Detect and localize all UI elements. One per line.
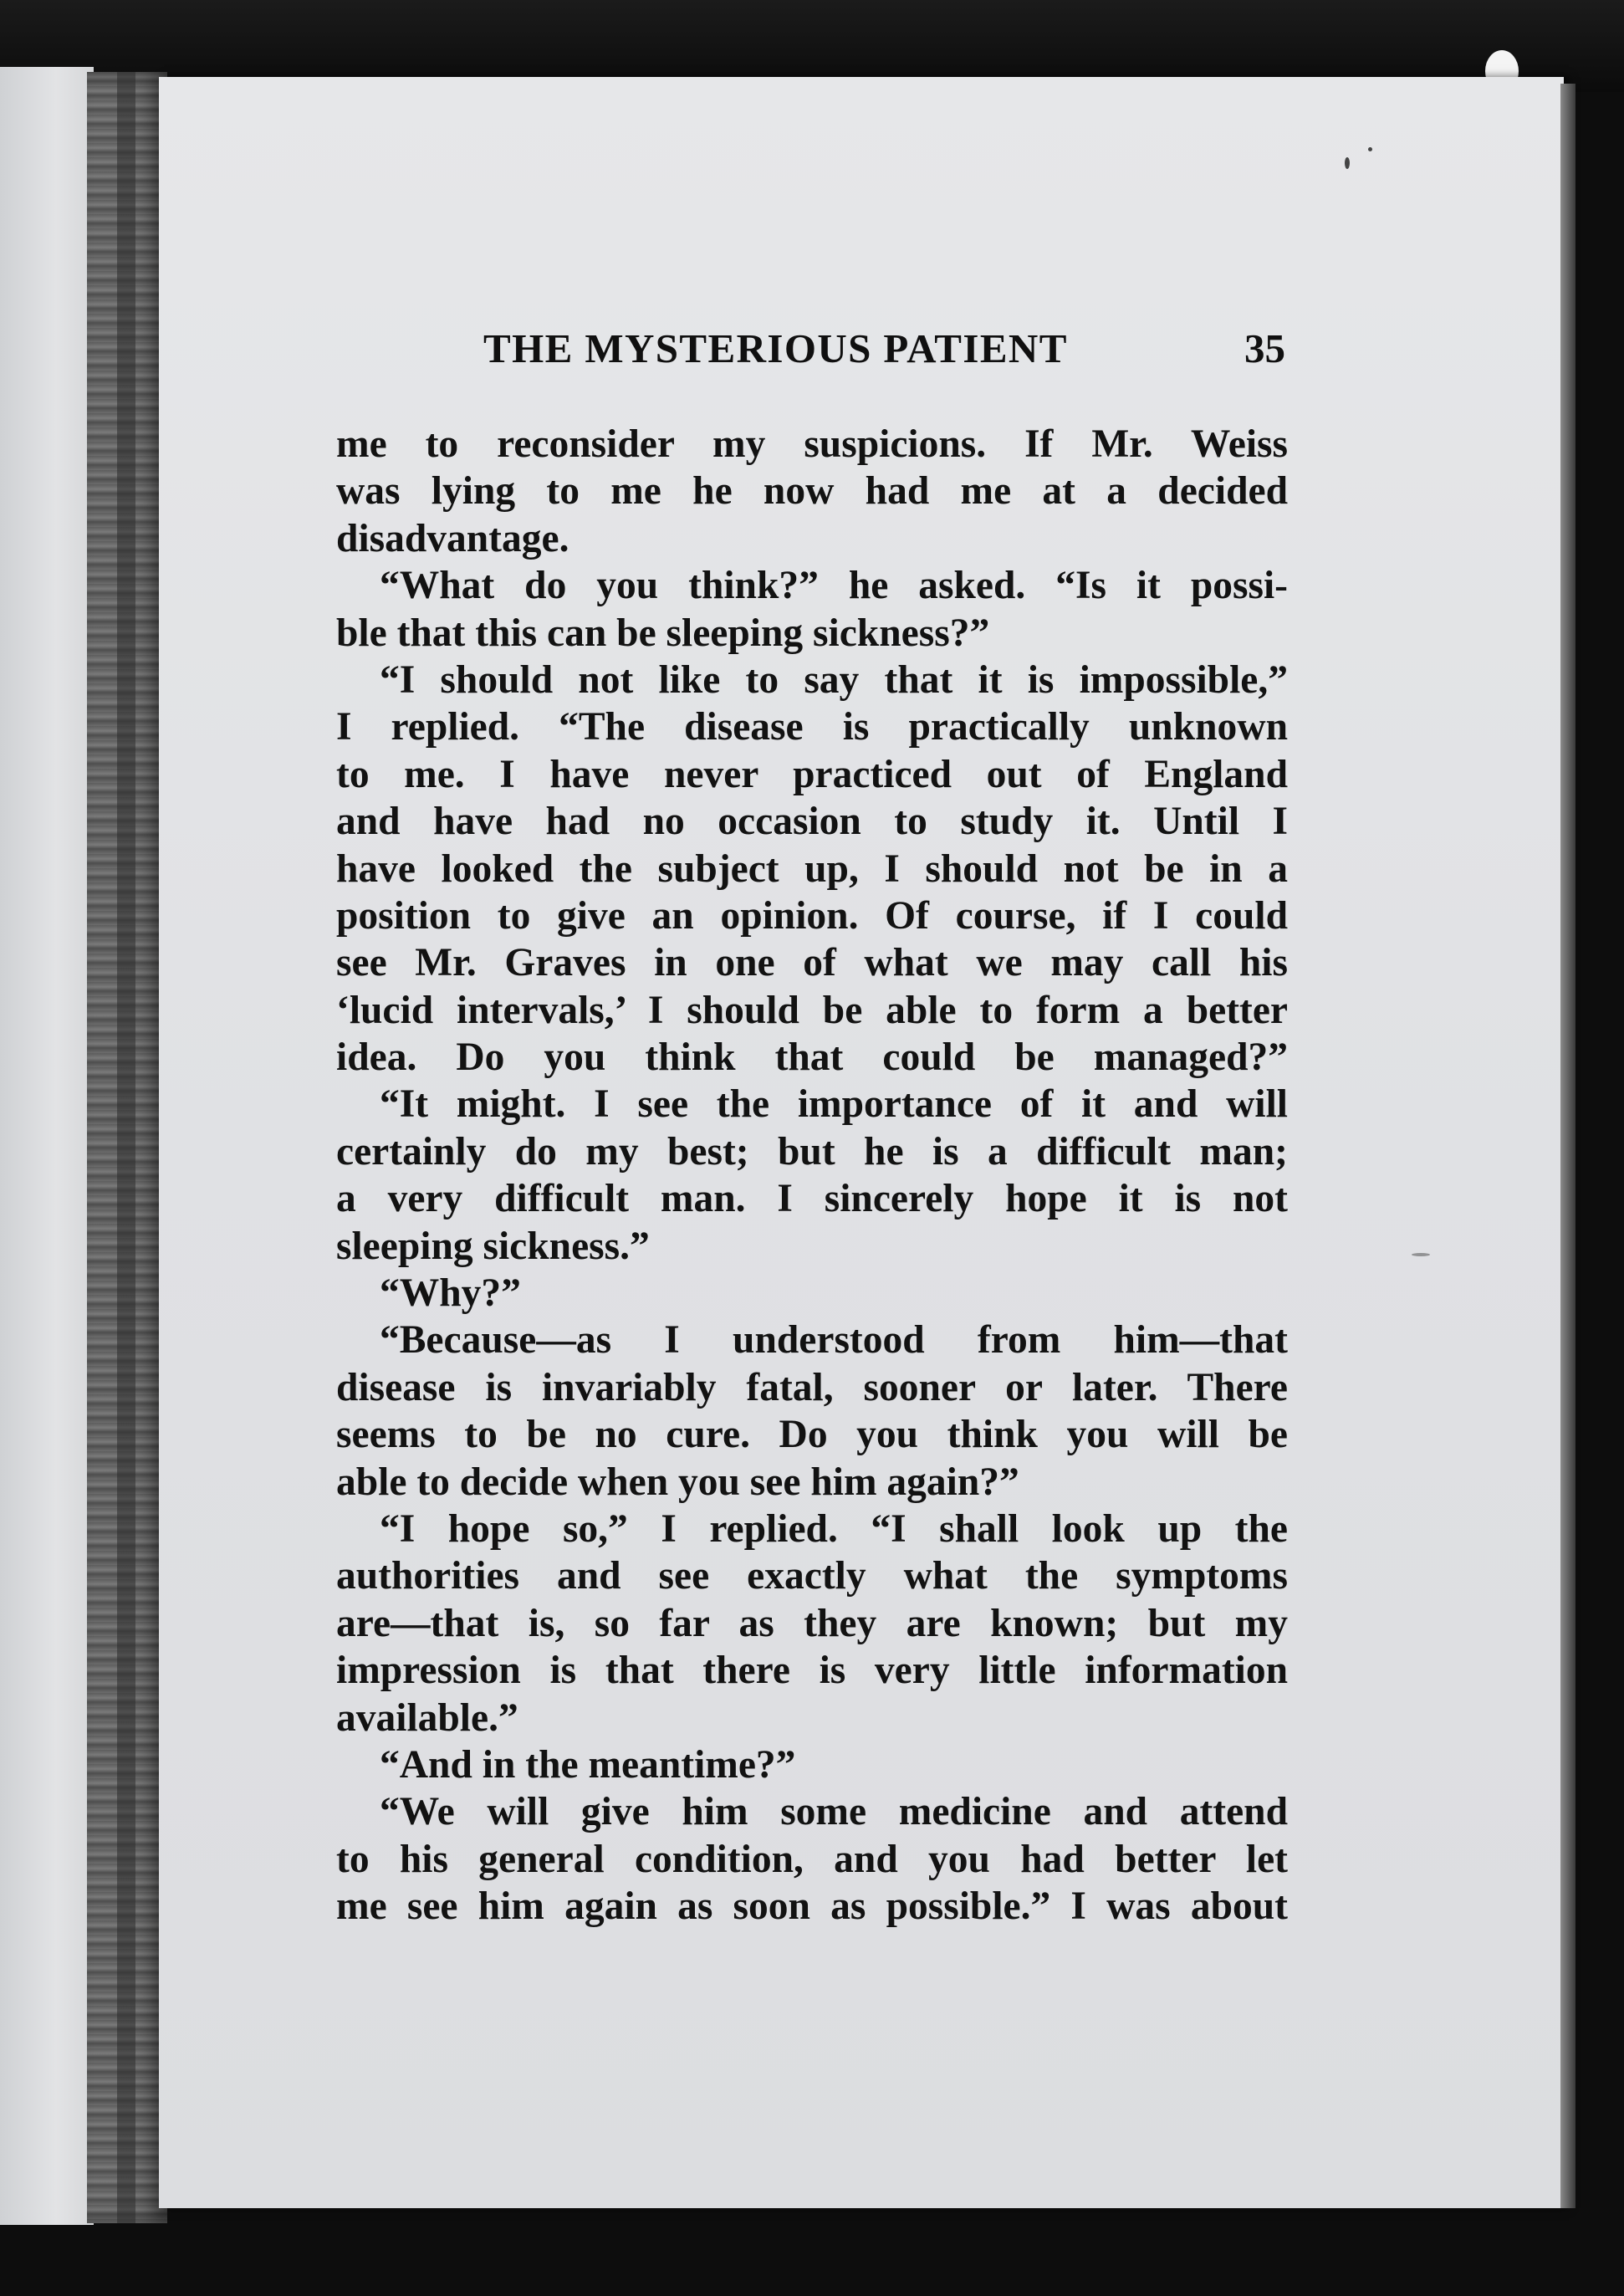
- text-line: disadvantage.: [336, 516, 569, 560]
- text-line: “Because—as I understood from him—that: [380, 1318, 1288, 1363]
- text-line: are—that is, so far as they are known; but my: [336, 1601, 1288, 1645]
- text-line: idea. Do you think that could be managed?”: [336, 1036, 1288, 1080]
- text-line: position to give an opinion. Of course, if I could: [336, 893, 1288, 938]
- text-line: was lying to me he now had me at a decided: [336, 469, 1288, 514]
- text-line: and have had no occasion to study it. Until I: [336, 800, 1288, 844]
- text-line: have looked the subject up, I should not be in a: [336, 846, 1288, 891]
- text-line: ‘lucid intervals,’ I should be able to form a better: [336, 988, 1288, 1032]
- text-line: “What do you think?” he asked. “Is it possi-: [380, 564, 1288, 608]
- page-edge-shadow: [1560, 84, 1575, 2208]
- text-line: “Why?”: [380, 1271, 521, 1316]
- text-line: to his general condition, and you had better let: [336, 1837, 1288, 1881]
- text-line: sleeping sickness.”: [336, 1224, 650, 1268]
- text-line: to me. I have never practiced out of England: [336, 752, 1288, 796]
- text-line: impression is that there is very little information: [336, 1649, 1288, 1693]
- text-line: see Mr. Graves in one of what we may call his: [336, 941, 1288, 985]
- facing-page-edge: [0, 67, 94, 2225]
- text-line: me see him again as soon as possible.” I was about: [336, 1884, 1288, 1929]
- text-line: “And in the meantime?”: [380, 1742, 796, 1787]
- text-line: available.”: [336, 1695, 518, 1740]
- text-line: able to decide when you see him again?”: [336, 1460, 1019, 1504]
- dust-speck: [1368, 147, 1372, 151]
- text-line: “I hope so,” I replied. “I shall look up the: [380, 1506, 1288, 1551]
- text-line: certainly do my best; but he is a difficult man;: [336, 1129, 1288, 1174]
- text-line: a very difficult man. I sincerely hope it is not: [336, 1177, 1288, 1221]
- text-line: “I should not like to say that it is impossible,”: [380, 657, 1288, 702]
- text-line: “It might. I see the importance of it and will: [380, 1082, 1288, 1127]
- page-number: 35: [1244, 325, 1285, 371]
- dust-speck: [1345, 157, 1350, 169]
- body-text: [336, 421, 1288, 1930]
- text-line: ble that this can be sleeping sickness?”: [336, 611, 990, 655]
- text-line: authorities and see exactly what the symptoms: [336, 1554, 1288, 1598]
- text-line: “We will give him some medicine and attend: [380, 1790, 1288, 1834]
- text-line: I replied. “The disease is practically unknown: [336, 705, 1288, 749]
- gutter-shadow: [117, 72, 135, 2223]
- dust-speck: [1412, 1253, 1430, 1256]
- text-line: seems to be no cure. Do you think you will be: [336, 1413, 1288, 1457]
- running-title: THE MYSTERIOUS PATIENT: [483, 325, 1068, 371]
- text-line: me to reconsider my suspicions. If Mr. Weiss: [336, 422, 1288, 466]
- text-line: disease is invariably fatal, sooner or later. There: [336, 1365, 1288, 1409]
